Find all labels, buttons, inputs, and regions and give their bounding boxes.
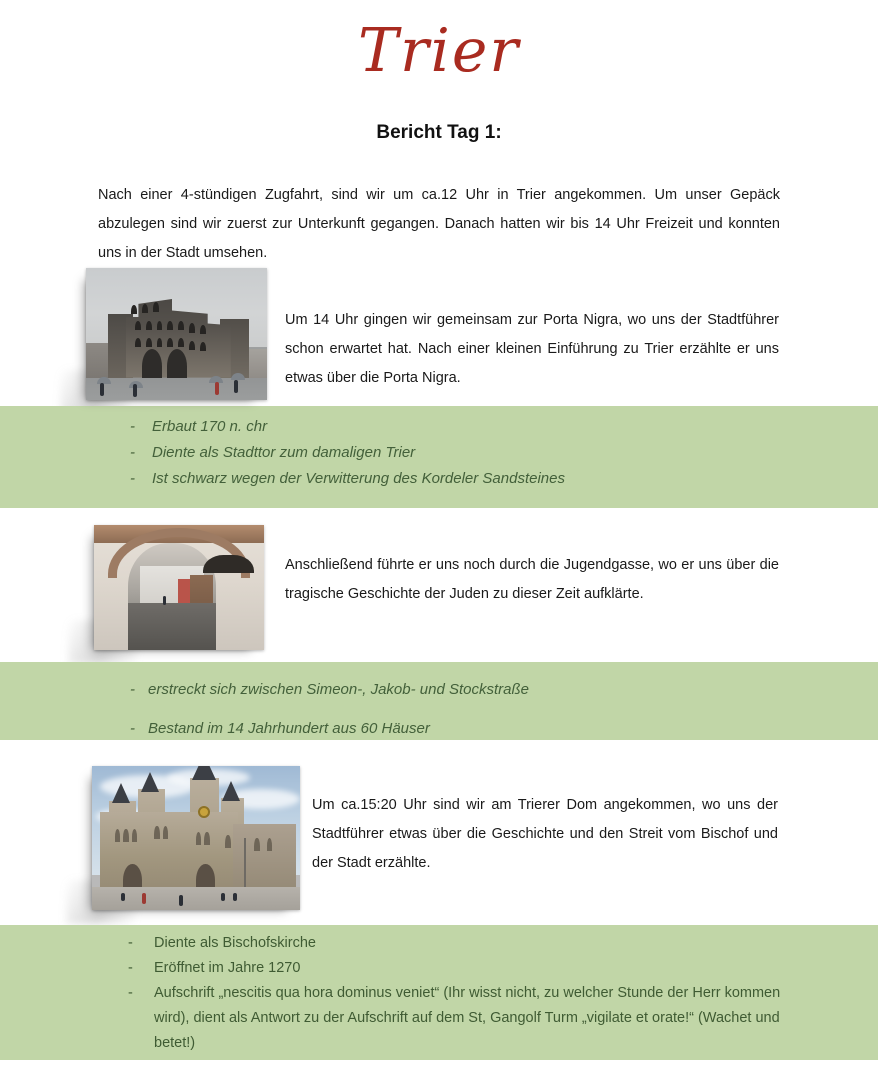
gate-window xyxy=(146,338,152,347)
report-heading: Bericht Tag 1: xyxy=(376,122,502,143)
porta-nigra-paragraph: Um 14 Uhr gingen wir gemeinsam zur Porta Nigra, wo uns der Stadtführer schon erwartet hat. Nach einer kleinen Einführung zu Trier erzählte er uns etwas über die Porta Nigra. xyxy=(285,311,779,386)
dom-paragraph: Um ca.15:20 Uhr sind wir am Trierer Dom angekommen, wo uns der Stadtführer etwas über die Geschichte und den Streit vom Bischof und der Stadt erzählte. xyxy=(312,796,778,871)
gate-window xyxy=(200,342,206,351)
east-choir xyxy=(233,824,295,887)
jugendgasse-paragraph: Anschließend führte er uns noch durch die Jugendgasse, wo er uns über die tragische Geschichte der Juden zu dieser Zeit aufklärte. xyxy=(285,556,779,602)
fact-list xyxy=(130,414,878,492)
window xyxy=(154,826,159,839)
photo-jugendgasse-image xyxy=(94,525,264,650)
window xyxy=(225,835,230,848)
umbrella xyxy=(231,373,245,380)
pedestrian xyxy=(215,382,219,395)
fact-band-jugendgasse xyxy=(0,662,878,740)
window xyxy=(267,838,272,851)
intro-paragraph: Nach einer 4-stündigen Zugfahrt, sind wir um ca.12 Uhr in Trier angekommen. Um unser Gepäck abzulegen sind wir zuerst zur Unterkunft gegangen. Danach hatten wir bis 14 Uhr Freizeit und konnten uns in der Stadt umsehen. xyxy=(98,186,780,261)
fact-text: erstreckt sich zwischen Simeon-, Jakob- und Stockstraße xyxy=(148,681,529,698)
fact-item xyxy=(130,440,878,466)
pedestrian xyxy=(221,893,225,901)
gate-window xyxy=(135,338,141,347)
gate-window xyxy=(146,321,152,330)
pedestrian xyxy=(234,380,238,393)
pedestrian xyxy=(142,893,146,904)
gate-window xyxy=(157,338,163,347)
gate-window xyxy=(200,325,206,334)
spire-left xyxy=(112,783,130,803)
photo-jugendgasse xyxy=(94,525,264,650)
lamp-post xyxy=(244,838,246,887)
fact-band-porta-nigra xyxy=(0,406,878,508)
bullet-dash: - xyxy=(130,720,135,737)
fact-item xyxy=(130,466,878,492)
window xyxy=(123,829,128,842)
umbrella xyxy=(97,377,111,384)
photo-trierer-dom xyxy=(92,766,300,910)
fact-band-dom xyxy=(0,925,878,1060)
pedestrian xyxy=(133,384,137,397)
fact-item xyxy=(128,956,878,981)
cobblestone-floor xyxy=(128,603,216,650)
gate-window xyxy=(189,323,195,332)
pedestrian xyxy=(100,383,104,396)
window xyxy=(115,829,120,842)
bullet-dash: - xyxy=(130,470,135,487)
pedestrian xyxy=(121,893,125,901)
dark-awning xyxy=(203,555,254,573)
nave-facade xyxy=(100,812,237,887)
passage-opening xyxy=(128,543,216,651)
bullet-dash: - xyxy=(130,418,135,435)
fact-text: Eröffnet im Jahre 1270 xyxy=(154,960,301,976)
fact-item xyxy=(130,709,878,748)
window xyxy=(163,826,168,839)
bullet-dash: - xyxy=(130,681,135,698)
fact-list xyxy=(128,931,878,1056)
bullet-dash: - xyxy=(128,960,133,976)
fact-item xyxy=(130,414,878,440)
fact-text: Ist schwarz wegen der Verwitterung des Kordeler Sandsteines xyxy=(152,470,565,487)
gate-window xyxy=(153,302,159,311)
spire-center xyxy=(192,766,216,780)
fact-list xyxy=(130,670,878,748)
fact-item xyxy=(128,931,878,956)
page-title: Trier xyxy=(357,16,521,86)
fact-text: Bestand im 14 Jahrhundert aus 60 Häuser xyxy=(148,720,430,737)
gate-window xyxy=(142,304,148,313)
photo-porta-nigra xyxy=(86,268,267,400)
gate-window xyxy=(131,305,137,314)
pedestrian xyxy=(163,596,166,605)
gate-window xyxy=(135,321,141,330)
window xyxy=(254,838,259,851)
bullet-dash: - xyxy=(128,935,133,951)
pedestrian xyxy=(179,895,183,906)
fact-text: Diente als Bischofskirche xyxy=(154,935,316,951)
window xyxy=(132,829,137,842)
gate-window xyxy=(178,338,184,347)
bullet-dash: - xyxy=(130,444,135,461)
fact-text: Diente als Stadttor zum damaligen Trier xyxy=(152,444,416,461)
bullet-dash: - xyxy=(128,985,133,1001)
gate-window xyxy=(189,341,195,350)
gate-window xyxy=(178,321,184,330)
fact-text: Aufschrift „nescitis qua hora dominus veniet“ (Ihr wisst nicht, zu welcher Stunde der Herr kommen wird), dient als Antwort zu der Aufschrift auf dem St, Gangolf Turm „vigilate et orate!“ (Wachet und betet!) xyxy=(154,985,781,1051)
fact-item xyxy=(128,981,878,1056)
photo-trierer-dom-image xyxy=(92,766,300,910)
spire-left-inner xyxy=(141,772,159,792)
portal-right xyxy=(196,864,215,887)
spire-right xyxy=(222,781,240,801)
fact-item xyxy=(130,670,878,709)
photo-porta-nigra-image xyxy=(86,268,267,400)
window xyxy=(204,832,209,845)
fact-text: Erbaut 170 n. chr xyxy=(152,418,268,435)
